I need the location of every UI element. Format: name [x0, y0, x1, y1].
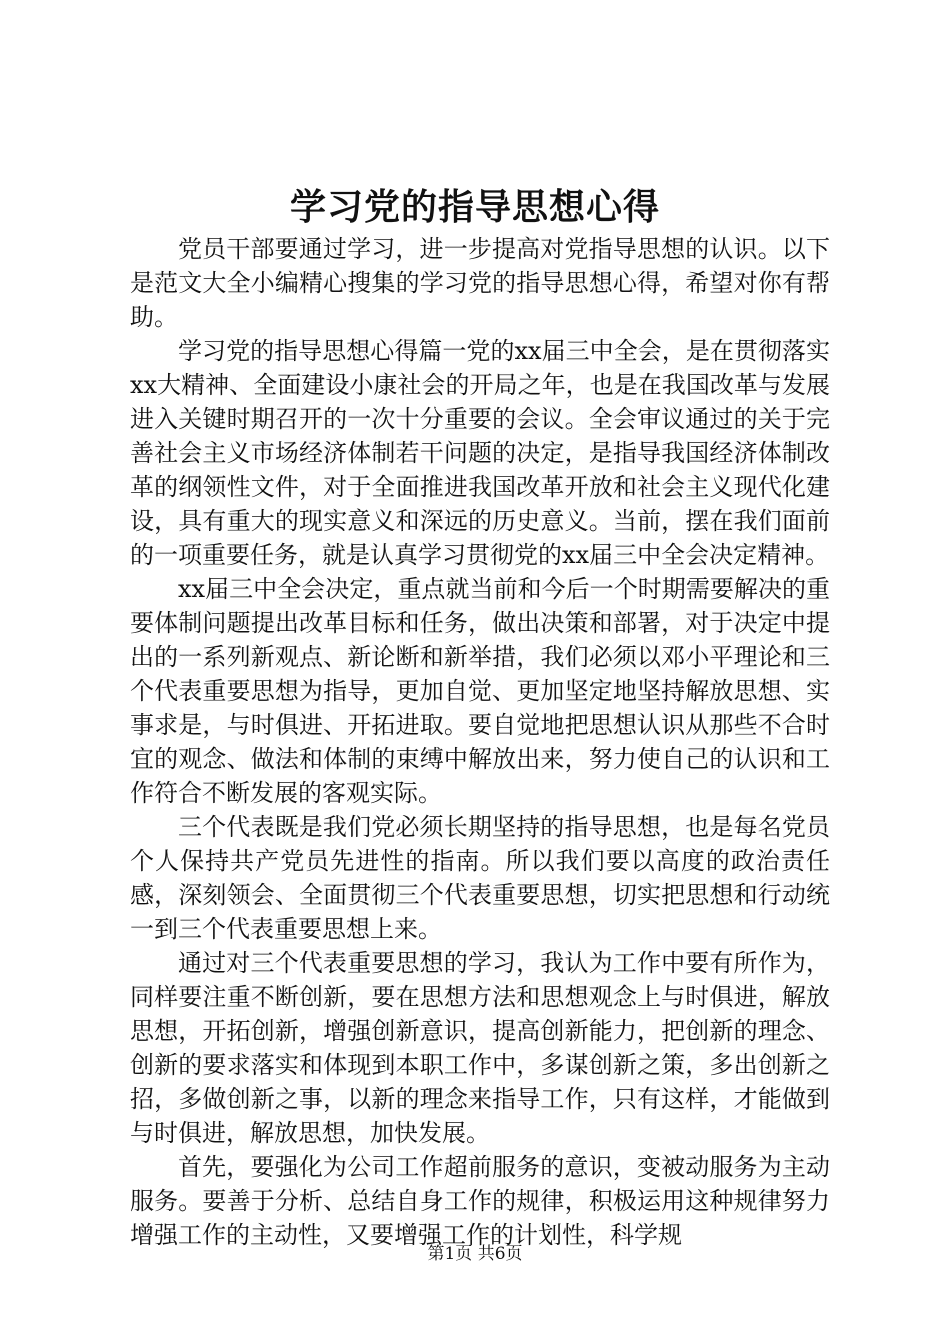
paragraph: xx届三中全会决定，重点就当前和今后一个时期需要解决的重要体制问题提出改革目标和任务，做出决策和部署，对于决定中提出的一系列新观点、新论断和新举措，我们必须以邓小平理论和三个代表重要思想为指导，更加自觉、更加坚定地坚持解放思想、实事求是，与时俱进、开拓进取。要自觉地把思想认识从那些不合时宜的观念、做法和体制的束缚中解放出来，努力使自己的认识和工作符合不断发展的客观实际。	[130, 575, 830, 807]
page-number-footer: 第1页 共6页	[427, 1244, 523, 1264]
document-title: 学习党的指导思想心得	[289, 186, 660, 228]
paragraph: 通过对三个代表重要思想的学习，我认为工作中要有所作为，同样要注重不断创新，要在思想方法和思想观念上与时俱进，解放思想，开拓创新，增强创新意识，提高创新能力，把创新的理念、创新的要求落实和体现到本职工作中，多谋创新之策，多出创新之招，多做创新之事，以新的理念来指导工作，只有这样，才能做到与时俱进，解放思想，加快发展。	[130, 949, 830, 1147]
paragraph: 三个代表既是我们党必须长期坚持的指导思想，也是每名党员个人保持共产党员先进性的指南。所以我们要以高度的政治责任感，深刻领会、全面贯彻三个代表重要思想，切实把思想和行动统一到三个代表重要思想上来。	[130, 813, 830, 943]
paragraph: 党员干部要通过学习，进一步提高对党指导思想的认识。以下是范文大全小编精心搜集的学习党的指导思想心得，希望对你有帮助。	[130, 235, 830, 331]
paragraph: 首先，要强化为公司工作超前服务的意识，变被动服务为主动服务。要善于分析、总结自身工作的规律，积极运用这种规律努力增强工作的主动性，又要增强工作的计划性，科学规	[130, 1153, 830, 1249]
paragraph: 学习党的指导思想心得篇一党的xx届三中全会，是在贯彻落实xx大精神、全面建设小康社会的开局之年，也是在我国改革与发展进入关键时期召开的一次十分重要的会议。全会审议通过的关于完善社会主义市场经济体制若干问题的决定，是指导我国经济体制改革的纲领性文件，对于全面推进我国改革开放和社会主义现代化建设，具有重大的现实意义和深远的历史意义。当前，摆在我们面前的一项重要任务，就是认真学习贯彻党的xx届三中全会决定精神。	[130, 337, 830, 569]
document-body	[130, 232, 830, 1252]
